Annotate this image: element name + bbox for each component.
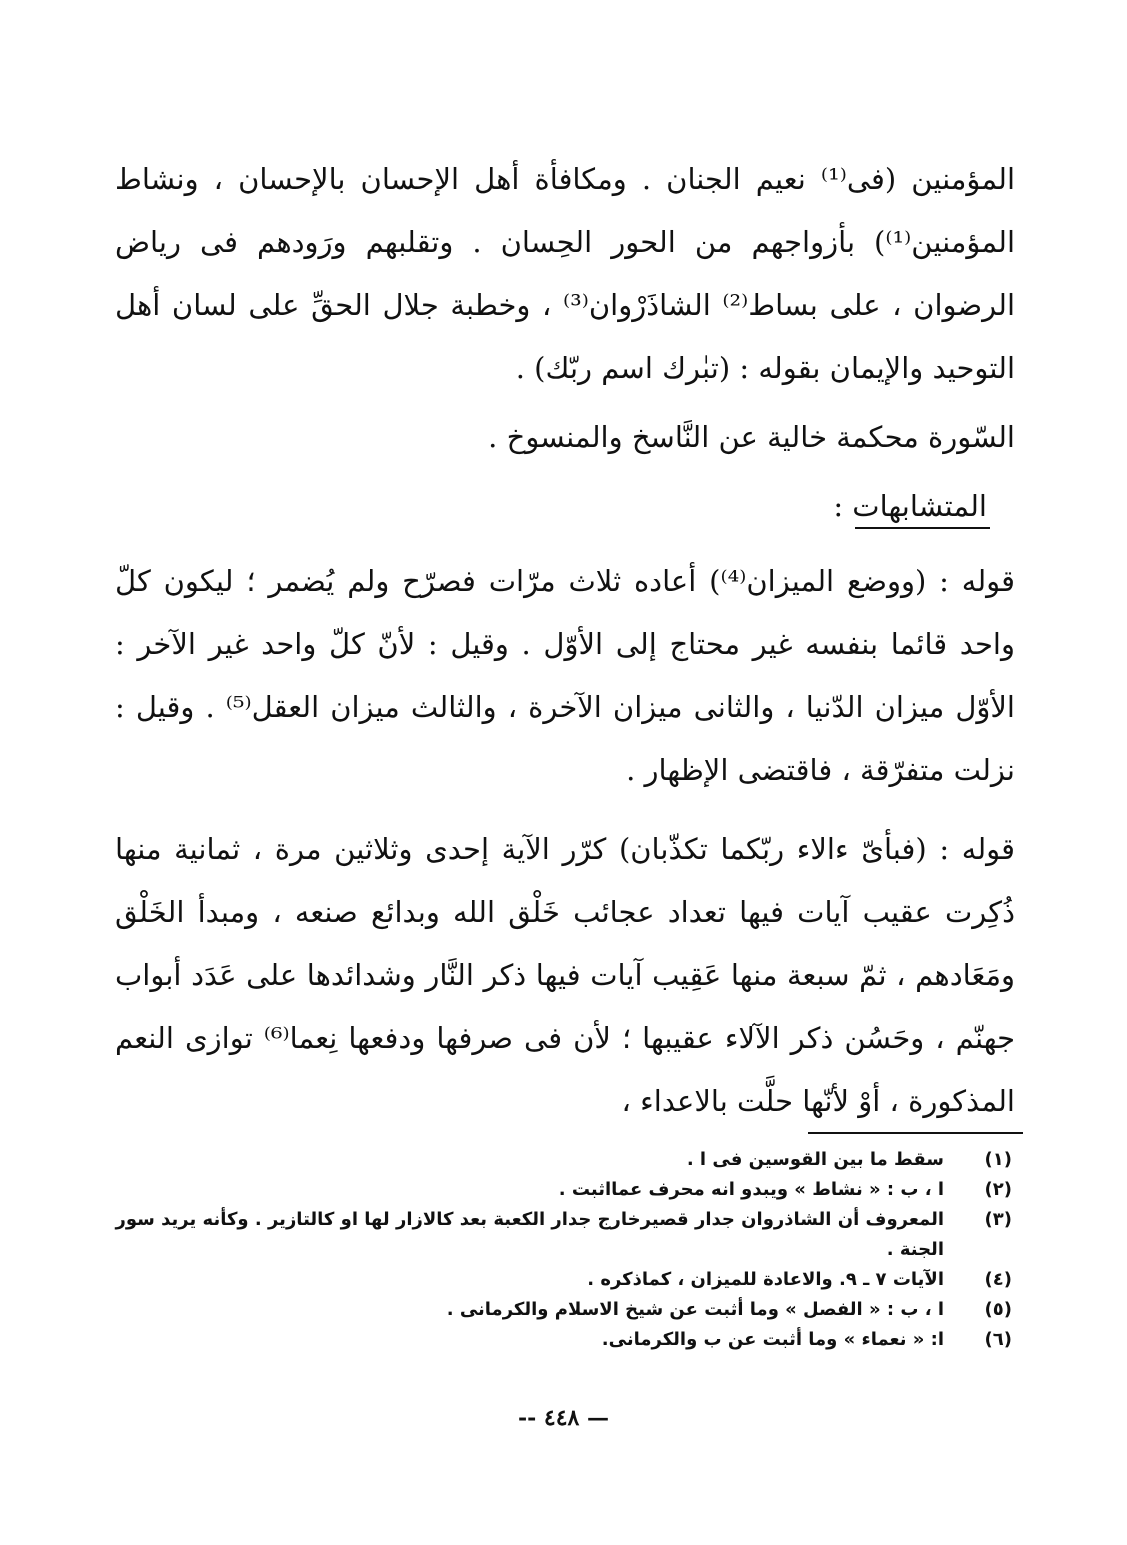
footnote-item xyxy=(112,1145,1012,1175)
footnote-number: (١) xyxy=(984,1149,1012,1170)
paragraph-sura-text: السّورة محكمة خالية عن النَّاسخ والمنسوخ . xyxy=(488,420,1015,454)
footnote-number: (٥) xyxy=(984,1299,1012,1320)
footnote-number: (٣) xyxy=(984,1209,1012,1230)
footnote-item xyxy=(112,1205,1012,1265)
paragraph-intro xyxy=(115,148,1015,400)
footnote-item xyxy=(112,1265,1012,1295)
footnote-number: (٦) xyxy=(984,1329,1012,1350)
footnote-item xyxy=(112,1295,1012,1325)
heading-underline xyxy=(855,527,990,529)
footnote-item xyxy=(112,1325,1012,1355)
footnote-text: سقط ما بين القوسين فى ا . xyxy=(686,1149,944,1170)
paragraph-mizan-text: قوله : (ووضع الميزان⁽⁴⁾) أعاده ثلاث مرّات فصرّح ولم يُضمر ؛ ليكون كلّ واحد قائما بنفسه غير محتاج إلى الأوّل . وقيل : لأنّ كلّ واحد غير الآخر : الأوّل ميزان الدّنيا ، والثانى ميزان الآخرة ، والثالث ميزان العقل⁽⁵⁾ . وقيل : نزلت متفرّقة ، فاقتضى الإظهار . xyxy=(115,564,1015,787)
paragraph-intro-text: المؤمنين (فى⁽¹⁾ نعيم الجنان . ومكافأة أهل الإحسان بالإحسان ، ونشاط المؤمنين⁽¹⁾) بأزواجهم من الحور الحِسان . وتقلبهم ورَودهم فى رياض الرضوان ، على بساط⁽²⁾ الشاذَرْوان⁽³⁾ ، وخطبة جلال الحقِّ على لسان أهل التوحيد والإيمان بقوله : (تبٰرك اسم ربّك) . xyxy=(115,162,1016,385)
paragraph-alaa xyxy=(115,818,1015,1133)
footnotes xyxy=(112,1145,1012,1355)
footnote-item xyxy=(112,1175,1012,1205)
footnote-text: ا ، ب : « الفصل » وما أثبت عن شيخ الاسلام والكرمانى . xyxy=(446,1299,944,1320)
paragraph-alaa-text: قوله : (فبأىّ ءالاء ربّكما تكذّبان) كرّر الآية إحدى وثلاثين مرة ، ثمانية منها ذُكِرت عقيب آيات فيها تعداد عجائب خَلْق الله وبدائع صنعه ، ومبدأ الخَلْق ومَعَادهم ، ثمّ سبعة منها عَقِيب آيات فيها ذكر النَّار وشدائدها على عَدَد أبواب جهنّم ، وحَسُن ذكر الآلاء عقيبها ؛ لأن فى صرفها ودفعها نِعما⁽⁶⁾ توازى النعم المذكورة ، أوْ لأنّها حلَّت بالاعداء ، xyxy=(115,832,1015,1118)
footnote-text: ا ، ب : « نشاط » ويبدو انه محرف عمااثبت . xyxy=(558,1179,944,1200)
section-heading: المتشابهات : xyxy=(833,489,987,523)
page-number: — ٤٤٨ -- xyxy=(517,1405,610,1431)
footnote-number: (٢) xyxy=(984,1179,1012,1200)
footnote-text: ا: « نعماء » وما أثبت عن ب والكرمانى. xyxy=(601,1329,944,1350)
footnote-number: (٤) xyxy=(984,1269,1012,1290)
footnote-text: الآيات ٧ ـ ٩. والاعادة للميزان ، كماذكره . xyxy=(587,1269,944,1290)
paragraph-sura xyxy=(115,406,1015,469)
footnote-text: المعروف أن الشاذروان جدار قصيرخارج جدار الكعبة بعد كالازار لها او كالتازير . وكأنه يريد سور الجنة . xyxy=(115,1209,944,1260)
footnote-separator xyxy=(808,1132,1023,1134)
paragraph-mizan xyxy=(115,550,1015,802)
